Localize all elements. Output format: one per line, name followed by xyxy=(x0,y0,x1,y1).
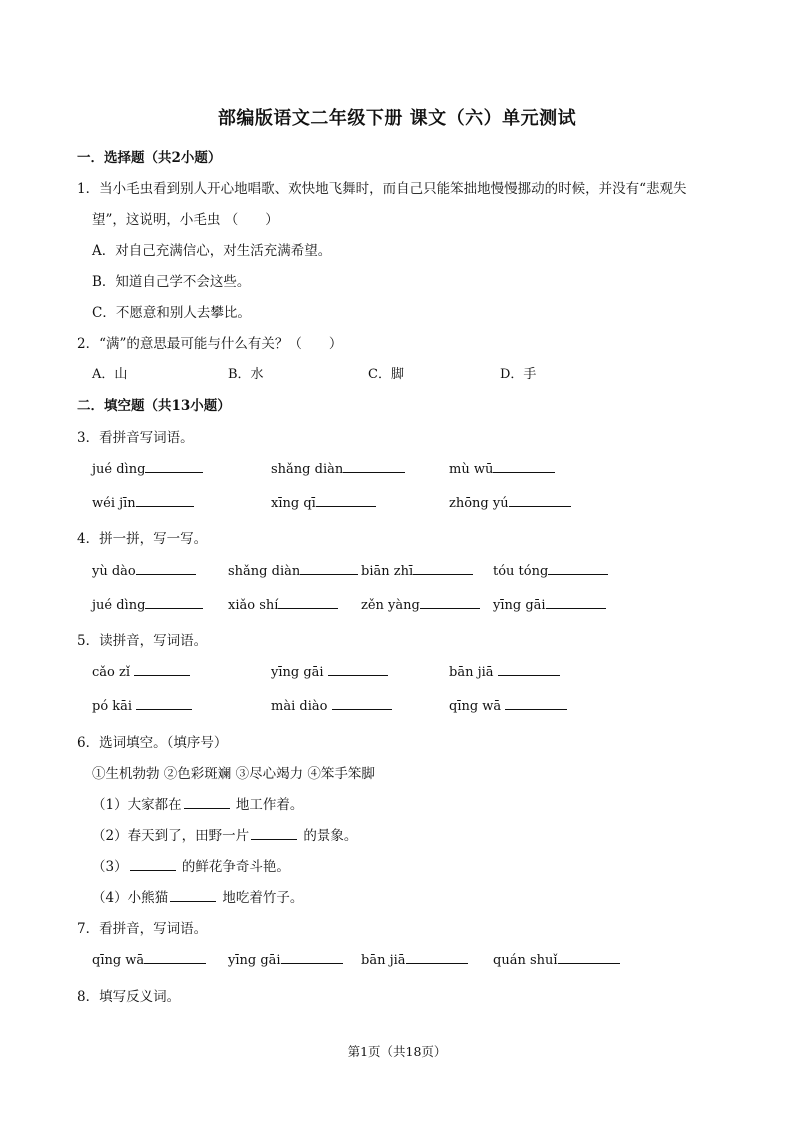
pinyin-item: zhōng yú xyxy=(449,494,571,511)
answer-blank[interactable] xyxy=(170,889,216,902)
pinyin-item: yīng gāi xyxy=(228,951,343,968)
q6-sentence-3: （3） 的鲜花争奇斗艳。 xyxy=(92,859,290,875)
q4-stem: 4．拼一拼，写一写。 xyxy=(77,531,208,547)
pinyin-item: yīng gāi xyxy=(493,596,606,613)
answer-blank[interactable] xyxy=(505,697,567,710)
q2-stem: 2．“满”的意思最可能与什么有关？（ ） xyxy=(77,336,343,352)
pinyin-item: yù dào xyxy=(92,562,196,579)
pinyin-item: jué dìng xyxy=(92,460,203,477)
answer-blank[interactable] xyxy=(144,951,206,964)
q2-option-b: B．水 xyxy=(228,367,264,382)
answer-blank[interactable] xyxy=(136,562,196,575)
q2-option-d: D．手 xyxy=(500,367,537,382)
pinyin-item: xiǎo shí xyxy=(228,596,338,613)
pinyin-item: yīng gāi xyxy=(271,663,388,680)
section-heading-fill: 二．填空题（共13小题） xyxy=(77,398,231,414)
answer-blank[interactable] xyxy=(343,460,405,473)
q7-stem: 7．看拼音，写词语。 xyxy=(77,921,208,937)
q5-stem: 5．读拼音，写词语。 xyxy=(77,633,208,649)
q1-stem-line2: 望”，这说明，小毛虫 （ ） xyxy=(92,212,279,228)
q1-stem-line1: 1．当小毛虫看到别人开心地唱歌、欢快地飞舞时，而自己只能笨拙地慢慢挪动的时候，并没有“悲观失 xyxy=(77,181,687,197)
answer-blank[interactable] xyxy=(281,951,343,964)
q6-choices: ①生机勃勃 ②色彩斑斓 ③尽心竭力 ④笨手笨脚 xyxy=(92,766,375,782)
pinyin-item: jué dìng xyxy=(92,596,203,613)
pinyin-item: quán shuǐ xyxy=(493,951,620,968)
answer-blank[interactable] xyxy=(130,858,176,871)
q6-sentence-2: （2）春天到了，田野一片 的景象。 xyxy=(92,828,358,844)
answer-blank[interactable] xyxy=(548,562,608,575)
q6-sentence-4: （4）小熊猫 地吃着竹子。 xyxy=(92,890,304,906)
answer-blank[interactable] xyxy=(251,827,297,840)
answer-blank[interactable] xyxy=(406,951,468,964)
answer-blank[interactable] xyxy=(300,562,358,575)
answer-blank[interactable] xyxy=(328,663,388,676)
q1-option-b: B．知道自己学不会这些。 xyxy=(92,274,251,290)
q2-option-c: C．脚 xyxy=(368,367,404,382)
pinyin-item: mài diào xyxy=(271,697,392,714)
pinyin-item: zěn yàng xyxy=(361,596,480,613)
answer-blank[interactable] xyxy=(546,596,606,609)
answer-blank[interactable] xyxy=(332,697,392,710)
section-heading-choice: 一．选择题（共2小题） xyxy=(77,150,222,166)
q6-sentence-1: （1）大家都在 地工作着。 xyxy=(92,797,304,813)
answer-blank[interactable] xyxy=(136,494,194,507)
answer-blank[interactable] xyxy=(493,460,555,473)
answer-blank[interactable] xyxy=(316,494,376,507)
answer-blank[interactable] xyxy=(509,494,571,507)
q6-stem: 6．选词填空。（填序号） xyxy=(77,735,228,751)
q1-option-c: C．不愿意和别人去攀比。 xyxy=(92,305,251,321)
answer-blank[interactable] xyxy=(558,951,620,964)
page-footer: 第1页（共18页） xyxy=(347,1044,447,1059)
answer-blank[interactable] xyxy=(145,596,203,609)
pinyin-item: bān jiā xyxy=(449,663,560,680)
pinyin-item: qīng wā xyxy=(449,697,567,714)
q2-option-a: A．山 xyxy=(92,367,128,382)
q1-option-a: A．对自己充满信心，对生活充满希望。 xyxy=(92,243,332,259)
pinyin-item: tóu tóng xyxy=(493,562,608,579)
q3-stem: 3．看拼音写词语。 xyxy=(77,430,194,446)
answer-blank[interactable] xyxy=(184,796,230,809)
answer-blank[interactable] xyxy=(136,697,192,710)
answer-blank[interactable] xyxy=(278,596,338,609)
answer-blank[interactable] xyxy=(145,460,203,473)
answer-blank[interactable] xyxy=(413,562,473,575)
pinyin-item: shǎng diàn xyxy=(271,460,405,477)
pinyin-item: cǎo zǐ xyxy=(92,663,190,680)
answer-blank[interactable] xyxy=(498,663,560,676)
pinyin-item: bān jiā xyxy=(361,951,468,968)
pinyin-item: qīng wā xyxy=(92,951,206,968)
answer-blank[interactable] xyxy=(134,663,190,676)
pinyin-item: pó kāi xyxy=(92,697,192,714)
page-title: 部编版语文二年级下册 课文（六）单元测试 xyxy=(217,108,577,129)
pinyin-item: mù wū xyxy=(449,460,555,477)
pinyin-item: shǎng diàn xyxy=(228,562,358,579)
q8-stem: 8．填写反义词。 xyxy=(77,989,181,1005)
pinyin-item: biān zhī xyxy=(361,562,473,579)
pinyin-item: xīng qī xyxy=(271,494,376,511)
answer-blank[interactable] xyxy=(420,596,480,609)
pinyin-item: wéi jīn xyxy=(92,494,194,511)
